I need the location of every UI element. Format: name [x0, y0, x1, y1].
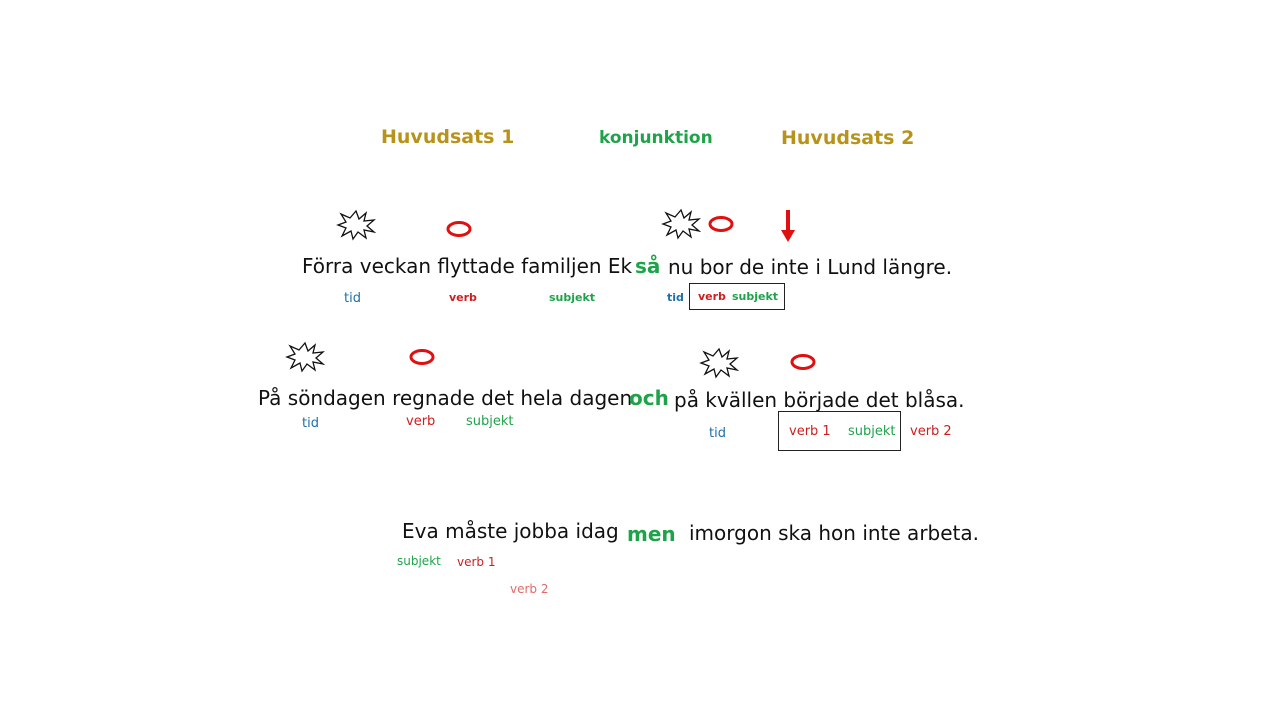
row2-right-label-tid: tid: [709, 426, 726, 441]
row3-label-verb2: verb 2: [510, 582, 549, 596]
verb-oval-icon: [409, 348, 437, 366]
row1-main-clause-2: nu bor de inte i Lund längre.: [668, 255, 953, 279]
row2-label-tid: tid: [302, 416, 319, 431]
row3-main-clause-1: Eva måste jobba idag: [402, 519, 619, 543]
row2-conjunction: och: [629, 386, 669, 410]
row2-right-label-verb2: verb 2: [910, 424, 952, 439]
heading-huvudsats-1: Huvudsats 1: [381, 126, 515, 148]
starburst-icon: [661, 208, 701, 240]
row2-label-subjekt: subjekt: [466, 414, 514, 429]
verb-oval-icon: [708, 215, 736, 233]
heading-konjunktion: konjunktion: [599, 128, 713, 148]
starburst-icon: [336, 209, 376, 241]
starburst-icon: [285, 341, 325, 373]
row1-label-tid: tid: [344, 291, 361, 306]
row2-right-label-verb1: verb 1: [789, 424, 831, 439]
row3-label-subjekt: subjekt: [397, 554, 441, 568]
row2-right-label-subjekt: subjekt: [848, 424, 896, 439]
verb-oval-icon: [790, 353, 818, 371]
row1-right-label-tid: tid: [667, 291, 684, 304]
verb-oval-icon: [446, 220, 474, 238]
row1-conjunction: så: [635, 254, 661, 278]
row3-conjunction: men: [627, 522, 676, 546]
heading-huvudsats-2: Huvudsats 2: [781, 127, 915, 149]
row1-label-subjekt: subjekt: [549, 291, 596, 304]
row3-main-clause-2: imorgon ska hon inte arbeta.: [689, 521, 979, 545]
row1-label-verb: verb: [449, 291, 477, 304]
row3-label-verb1: verb 1: [457, 555, 496, 569]
row1-right-label-subjekt: subjekt: [732, 290, 779, 303]
row1-main-clause-1: Förra veckan flyttade familjen Ek: [302, 254, 633, 278]
row2-main-clause-1: På söndagen regnade det hela dagen: [258, 386, 633, 410]
row2-main-clause-2: på kvällen började det blåsa.: [674, 388, 965, 412]
arrow-down-icon: [780, 210, 796, 244]
starburst-icon: [699, 347, 739, 379]
row1-right-label-verb: verb: [698, 290, 726, 303]
row2-label-verb: verb: [406, 414, 436, 429]
